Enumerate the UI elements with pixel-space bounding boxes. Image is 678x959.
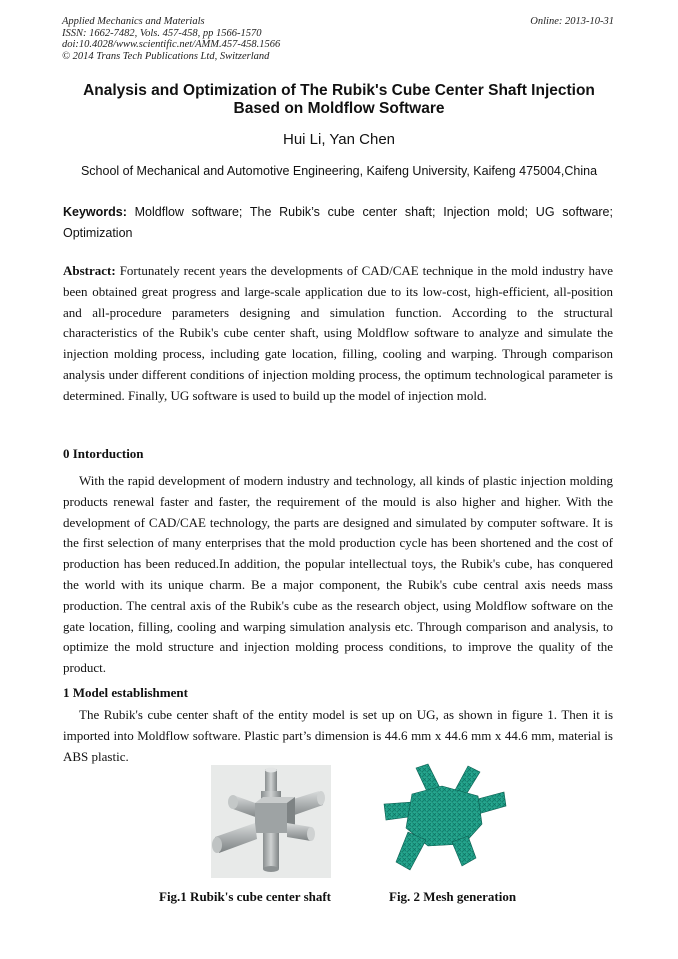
figure-2-image (382, 762, 508, 876)
abstract-label: Abstract: (63, 263, 116, 278)
journal-header (62, 16, 280, 62)
keywords (63, 202, 613, 244)
journal-name: Applied Mechanics and Materials (62, 16, 205, 27)
section-0-text: With the rapid development of modern industry and technology, all kinds of plastic injection molding products renewal faster and faster, the requirement of the mould is also higher and higher. With the development of CAD/CAE technology, the parts are designed and simulated by computer software. It is the first selection of many enterprises that the mold production cycle has been shortened and the cost of production has been reduced.In addition, the popular intellectual toys, the Rubik's cube, has conquered the world with its unique charm. Be a major component, the Rubik's cube central axis needs mass production. The central axis of the Rubik's cube as the research object, using Moldflow software on the gate location, filling, cooling and warping simulation analysis etc. Through comparison and analysis, to optimize the mold structure and injection molding process conditions, to improve the quality of the product. (63, 473, 613, 676)
figure-1-image (211, 765, 331, 878)
section-1-heading: 1 Model establishment (63, 685, 188, 700)
figure-1-caption: Fig.1 Rubik's cube center shaft (159, 889, 332, 904)
cube-shaft-render (211, 765, 331, 878)
mesh-render (382, 762, 508, 876)
keywords-label: Keywords: (63, 205, 127, 219)
section-1-text: The Rubik's cube center shaft of the entity model is set up on UG, as shown in figure 1. Then it is imported into Moldflow software. Plastic part’s dimension is 44.6 mm x 44.6 mm x 44.6 mm, material is ABS plastic. (63, 707, 613, 764)
affiliation: School of Mechanical and Automotive Engineering, Kaifeng University, Kaifeng 475004,China (80, 164, 598, 178)
paper-title (40, 82, 638, 118)
title-line-2: Based on Moldflow Software (233, 100, 445, 117)
abstract (63, 261, 613, 407)
section-0-heading: 0 Intorduction (63, 446, 144, 461)
online-date: Online: 2013-10-31 (530, 16, 614, 27)
figure-2-caption: Fig. 2 Mesh generation (389, 889, 517, 904)
authors: Hui Li, Yan Chen (282, 131, 396, 148)
title-line-1: Analysis and Optimization of The Rubik's Cube Center Shaft Injection (83, 82, 595, 99)
abstract-text: Fortunately recent years the developments of CAD/CAE technique in the mold industry have been obtained great progress and large-scale application due to its low-cost, high-efficient, all-position and all-procedure parameters designing and simulation function. According to the structural characteristics of the Rubik's cube center shaft, using Moldflow software to analyze and simulate the injection molding process, including gate location, filling, cooling and warping. Through comparison analysis under different conditions of injection molding process, the optimum technological parameter is determined. Finally, UG software is used to build up the model of injection mold. (63, 263, 613, 403)
copyright-line: © 2014 Trans Tech Publications Ltd, Switzerland (62, 50, 270, 62)
doi-line: doi:10.4028/www.scientific.net/AMM.457-458.1566 (62, 39, 281, 50)
issn-line: ISSN: 1662-7482, Vols. 457-458, pp 1566-1570 (62, 27, 262, 39)
keywords-text: Moldflow software; The Rubik’s cube center shaft; Injection mold; UG software; Optimization (63, 205, 613, 240)
